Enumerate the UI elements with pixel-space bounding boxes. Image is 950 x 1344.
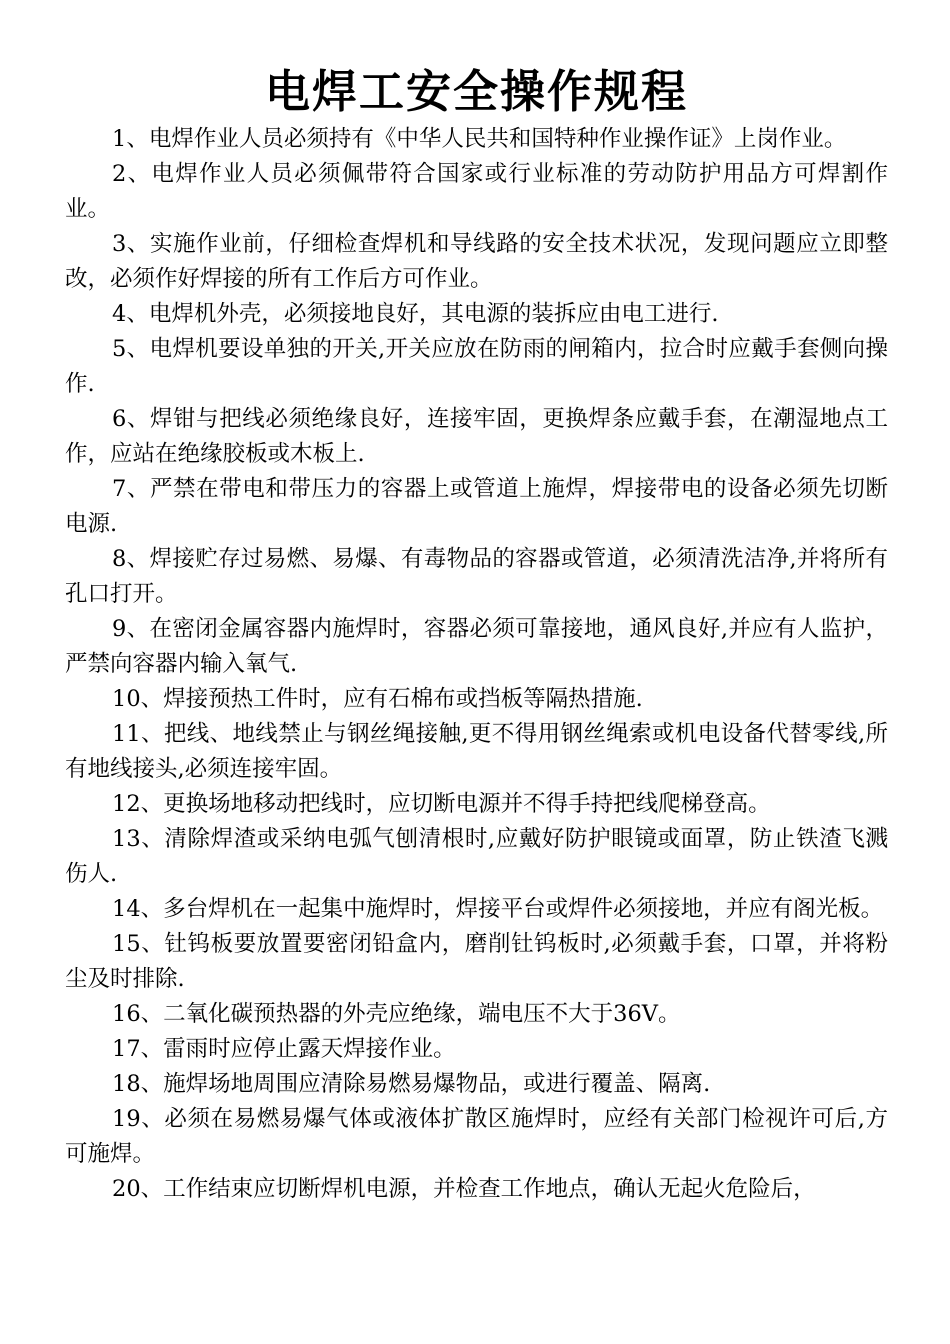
rule-item: 18、施焊场地周围应清除易燃易爆物品，或进行覆盖、隔离. — [112, 1071, 711, 1097]
rule-item: 20、工作结束应切断焊机电源，并检查工作地点，确认无起火危险后， — [112, 1176, 816, 1202]
rule-item: 8、焊接贮存过易燃、易爆、有毒物品的容器或管道，必须清洗洁净,并将所有孔口打开。 — [65, 546, 888, 607]
rule-item: 13、清除焊渣或采纳电弧气刨清根时,应戴好防护眼镜或面罩，防止铁渣飞溅伤人. — [65, 826, 888, 887]
rule-item: 16、二氧化碳预热器的外壳应绝缘，端电压不大于36V。 — [112, 1001, 681, 1027]
rule-item: 4、电焊机外壳，必须接地良好，其电源的装拆应由电工进行. — [112, 301, 719, 327]
rule-item: 17、雷雨时应停止露天焊接作业。 — [112, 1036, 456, 1062]
rule-item: 6、焊钳与把线必须绝缘良好，连接牢固，更换焊条应戴手套，在潮湿地点工作，应站在绝缘胶板或木板上. — [65, 406, 888, 467]
rule-item: 5、电焊机要设单独的开关,开关应放在防雨的闸箱内，拉合时应戴手套侧向操作. — [65, 336, 888, 397]
rule-item: 15、钍钨板要放置要密闭铅盒内，磨削钍钨板时,必须戴手套，口罩，并将粉尘及时排除. — [65, 931, 888, 992]
rule-item: 11、把线、地线禁止与钢丝绳接触,更不得用钢丝绳索或机电设备代替零线,所有地线接头,必须连接牢固。 — [65, 721, 888, 782]
rule-item: 19、必须在易燃易爆气体或液体扩散区施焊时，应经有关部门检视许可后,方可施焊。 — [65, 1106, 888, 1167]
rule-item: 3、实施作业前，仔细检查焊机和导线路的安全技术状况，发现问题应立即整改，必须作好焊接的所有工作后方可作业。 — [65, 231, 888, 292]
rule-item: 12、更换场地移动把线时，应切断电源并不得手持把线爬梯登高。 — [112, 791, 771, 817]
rule-item: 2、电焊作业人员必须佩带符合国家或行业标准的劳动防护用品方可焊割作业。 — [65, 161, 888, 222]
rule-item: 10、焊接预热工件时，应有石棉布或挡板等隔热措施. — [112, 686, 643, 712]
document-title: 电焊工安全操作规程 — [264, 65, 688, 118]
rule-item: 9、在密闭金属容器内施焊时，容器必须可靠接地，通风良好,并应有人监护，严禁向容器内输入氧气. — [65, 616, 888, 677]
rules-list — [65, 122, 888, 1207]
rule-item: 14、多台焊机在一起集中施焊时，焊接平台或焊件必须接地，并应有阁光板。 — [112, 896, 884, 922]
rule-item: 1、电焊作业人员必须持有《中华人民共和国特种作业操作证》上岗作业。 — [112, 126, 847, 152]
rule-item: 7、严禁在带电和带压力的容器上或管道上施焊，焊接带电的设备必须先切断电源. — [65, 476, 888, 537]
